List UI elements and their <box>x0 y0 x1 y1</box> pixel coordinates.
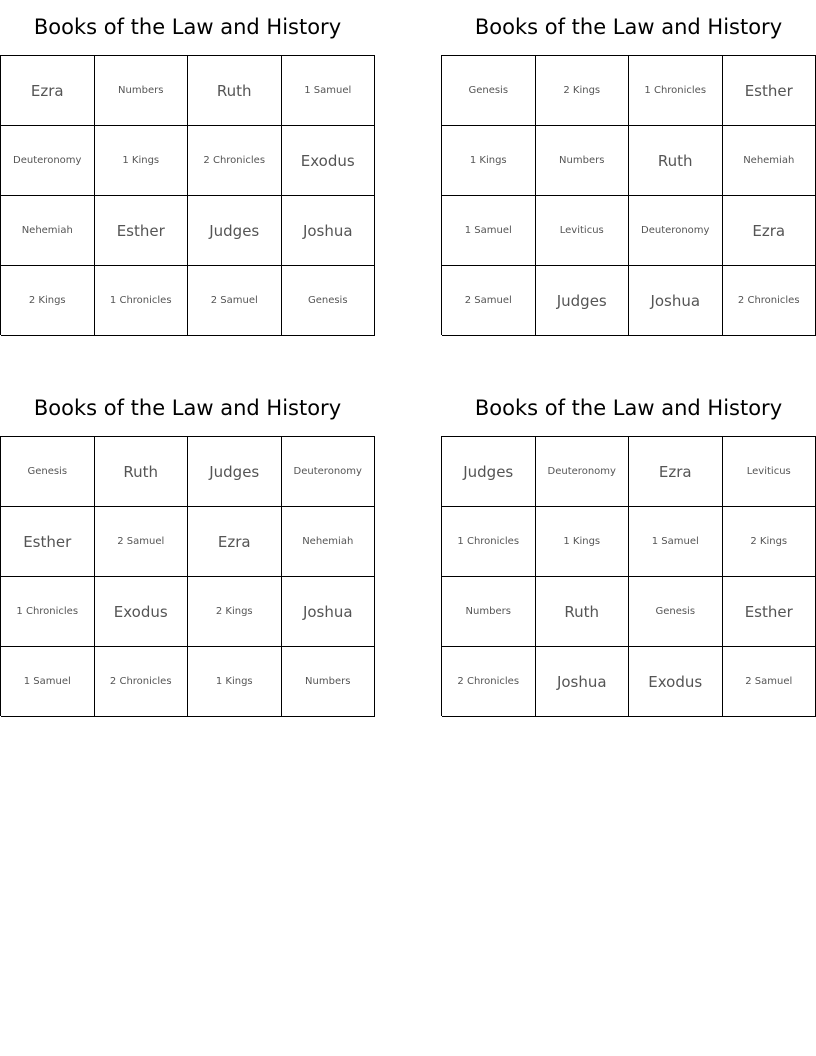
bingo-cell: Nehemiah <box>282 507 376 577</box>
bingo-cell: Esther <box>723 577 816 647</box>
bingo-cell: Numbers <box>95 56 189 126</box>
bingo-cell: 1 Chronicles <box>95 266 189 336</box>
bingo-cell: 1 Samuel <box>282 56 376 126</box>
bingo-cell: Numbers <box>442 577 536 647</box>
bingo-card-1 <box>0 0 375 335</box>
bingo-cell: Deuteronomy <box>282 437 376 507</box>
bingo-cell: Leviticus <box>723 437 816 507</box>
bingo-card-4 <box>441 381 816 716</box>
bingo-cell: 2 Kings <box>723 507 816 577</box>
bingo-cell: 2 Samuel <box>723 647 816 717</box>
bingo-cell: Judges <box>536 266 630 336</box>
bingo-cell: Esther <box>723 56 816 126</box>
bingo-cell: Judges <box>188 196 282 266</box>
bingo-cell: Deuteronomy <box>629 196 723 266</box>
bingo-card-2 <box>441 0 816 335</box>
bingo-grid <box>441 55 816 335</box>
bingo-cell: Deuteronomy <box>536 437 630 507</box>
bingo-grid <box>0 55 375 335</box>
card-title: Books of the Law and History <box>33 15 342 39</box>
bingo-grid <box>441 436 816 716</box>
bingo-cell: 1 Chronicles <box>629 56 723 126</box>
bingo-cell: 2 Samuel <box>442 266 536 336</box>
bingo-cell: 2 Chronicles <box>723 266 816 336</box>
bingo-cell: 1 Kings <box>95 126 189 196</box>
bingo-cell: Joshua <box>282 196 376 266</box>
bingo-cell: Joshua <box>629 266 723 336</box>
bingo-cell: 2 Chronicles <box>188 126 282 196</box>
bingo-cell: Ezra <box>188 507 282 577</box>
bingo-cell: Ezra <box>629 437 723 507</box>
bingo-cell: 2 Chronicles <box>442 647 536 717</box>
bingo-cell: Genesis <box>442 56 536 126</box>
bingo-cell: 1 Chronicles <box>442 507 536 577</box>
bingo-cell: Genesis <box>629 577 723 647</box>
card-title: Books of the Law and History <box>474 396 783 420</box>
bingo-cell: Ruth <box>629 126 723 196</box>
bingo-cell: Genesis <box>1 437 95 507</box>
bingo-cell: Esther <box>1 507 95 577</box>
bingo-cell: Numbers <box>536 126 630 196</box>
bingo-cell: Joshua <box>282 577 376 647</box>
bingo-cell: 1 Samuel <box>442 196 536 266</box>
bingo-cell: 2 Kings <box>188 577 282 647</box>
bingo-cell: Nehemiah <box>723 126 816 196</box>
bingo-cell: Genesis <box>282 266 376 336</box>
bingo-cell: Ruth <box>188 56 282 126</box>
bingo-cell: 1 Kings <box>188 647 282 717</box>
bingo-cell: 1 Samuel <box>1 647 95 717</box>
bingo-cell: Numbers <box>282 647 376 717</box>
bingo-cell: Esther <box>95 196 189 266</box>
bingo-cell: Exodus <box>95 577 189 647</box>
bingo-cell: Ruth <box>95 437 189 507</box>
bingo-cell: 1 Kings <box>536 507 630 577</box>
bingo-cell: Ruth <box>536 577 630 647</box>
bingo-cell: 1 Chronicles <box>1 577 95 647</box>
bingo-cell: Ezra <box>1 56 95 126</box>
bingo-cell: Exodus <box>629 647 723 717</box>
bingo-cell: 2 Samuel <box>95 507 189 577</box>
bingo-cell: Ezra <box>723 196 816 266</box>
bingo-cell: Leviticus <box>536 196 630 266</box>
bingo-cell: 2 Chronicles <box>95 647 189 717</box>
bingo-cell: 2 Samuel <box>188 266 282 336</box>
card-title: Books of the Law and History <box>33 396 342 420</box>
bingo-cell: 2 Kings <box>1 266 95 336</box>
bingo-grid <box>0 436 375 716</box>
bingo-cell: 2 Kings <box>536 56 630 126</box>
bingo-cell: Exodus <box>282 126 376 196</box>
bingo-cell: Joshua <box>536 647 630 717</box>
bingo-cell: Judges <box>442 437 536 507</box>
bingo-cell: Judges <box>188 437 282 507</box>
bingo-cell: 1 Samuel <box>629 507 723 577</box>
bingo-cell: Nehemiah <box>1 196 95 266</box>
bingo-cell: 1 Kings <box>442 126 536 196</box>
bingo-card-3 <box>0 381 375 716</box>
bingo-cell: Deuteronomy <box>1 126 95 196</box>
card-title: Books of the Law and History <box>474 15 783 39</box>
